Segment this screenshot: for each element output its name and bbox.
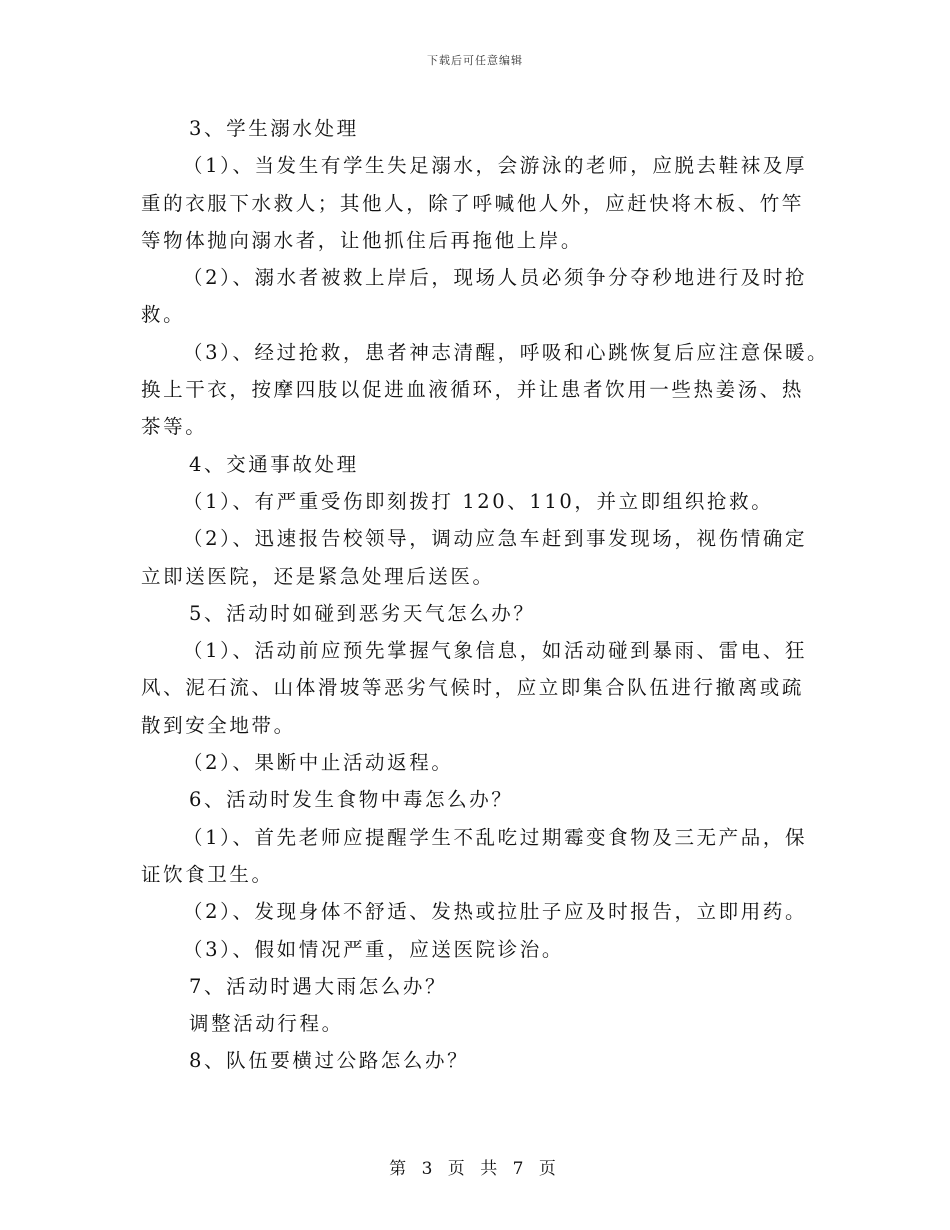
paragraph-line: （1）、活动前应预先掌握气象信息，如活动碰到暴雨、雷电、狂 (183, 639, 808, 663)
paragraph-line: 换上干衣，按摩四肢以促进血液循环，并让患者饮用一些热姜汤、热 (141, 378, 805, 402)
paragraph-line: （1）、首先老师应提醒学生不乱吃过期霉变食物及三无产品，保 (183, 825, 808, 849)
paragraph-line: （1）、当发生有学生失足溺水，会游泳的老师，应脱去鞋袜及厚 (183, 154, 808, 178)
document-body (141, 110, 830, 1080)
paragraph-line: 等物体抛向溺水者，让他抓住后再拖他上岸。 (141, 228, 584, 252)
paragraph-line: （2）、发现身体不舒适、发热或拉肚子应及时报告，立即用药。 (183, 900, 808, 924)
section-heading: 5、活动时如碰到恶劣天气怎么办？ (189, 601, 536, 625)
page-header: 下载后可任意编辑 (427, 54, 523, 67)
section-heading: 7、活动时遇大雨怎么办？ (189, 974, 448, 998)
paragraph-line: （2）、果断中止活动返程。 (183, 751, 454, 775)
paragraph-line: 风、泥石流、山体滑坡等恶劣气候时，应立即集合队伍进行撤离或疏 (141, 676, 805, 700)
paragraph-line: （2）、溺水者被救上岸后，现场人员必须争分夺秒地进行及时抢 (183, 266, 808, 290)
paragraph-line: 证饮食卫生。 (141, 862, 274, 886)
paragraph-line: （3）、经过抢救，患者神志清醒，呼吸和心跳恢复后应注意保暖。 (183, 340, 830, 364)
paragraph-line: 重的衣服下水救人；其他人，除了呼喊他人外，应赶快将木板、竹竿 (141, 191, 805, 215)
paragraph-line: 散到安全地带。 (141, 713, 296, 737)
section-heading: 8、队伍要横过公路怎么办？ (189, 1049, 470, 1073)
paragraph-line: 救。 (141, 303, 186, 327)
section-heading: 3、学生溺水处理 (189, 117, 359, 140)
section-heading: 4、交通事故处理 (189, 452, 359, 476)
paragraph-line: 立即送医院，还是紧急处理后送医。 (141, 564, 495, 588)
paragraph-line: （1）、有严重受伤即刻拨打 120、110，并立即组织抢救。 (183, 489, 774, 513)
paragraph-line: 调整活动行程。 (189, 1012, 344, 1036)
section-heading: 6、活动时发生食物中毒怎么办？ (189, 788, 514, 812)
paragraph-line: （3）、假如情况严重，应送医院诊治。 (183, 937, 564, 961)
page-number-footer: 第 3 页 共 7 页 (389, 1159, 561, 1179)
paragraph-line: （2）、迅速报告校领导，调动应急车赶到事发现场，视伤情确定 (183, 527, 808, 551)
paragraph-line: 茶等。 (141, 415, 208, 439)
